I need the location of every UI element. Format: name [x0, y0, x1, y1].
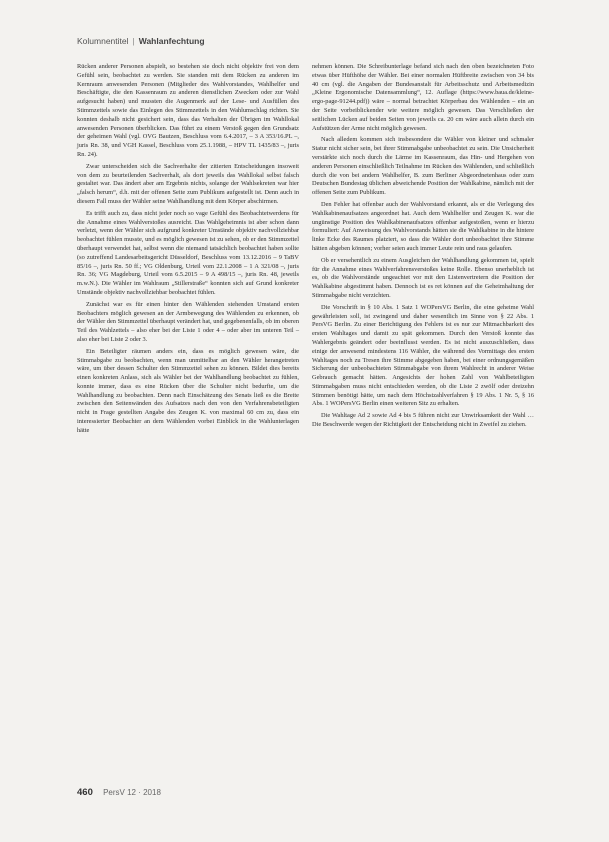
running-head-subsection: Wahlanfechtung — [138, 36, 205, 46]
left-column — [77, 63, 299, 439]
paragraph: Ob er versehentlich zu einem Ausgleichen der Wahlhandlung gekommen ist, spielt für die Annahme eines Wahlverfahrensverstoßes keine Rolle. Ebenso unerheblich ist es, ob die Wahlvorstände ungeachtet vor mit den Listenvertretern die Position der Wahlkabine abgestimmt haben. Dennoch ist es ret können auf die Geheimhaltung der Stimmabgabe nicht verzichten. — [312, 256, 534, 299]
paragraph: Ein Beteiligter räumen anders ein, dass es möglich gewesen wäre, die Stimmabgabe zu beobachten, wenn man unmittelbar an den Wähler herangetreten wäre, um über dessen Schulter den Stimmzettel sehen zu können. Bildet dies bereits einen konkreten Anlass, sich als Wähler bei der Wahlhandlung beobachtet zu fühlen, konnte immer, dass es eine Rücken über die Schulter nicht bedurfte, um die Wahlhandlung zu beobachten. Denn nach Einschätzung des Senats ließ es die Breite zwischen den Seitenwänden des Aufsatzes nach den von den Verfahrensbeteiligten nicht in Frage gestellten Angabe des Zeugen K. von maximal 60 cm zu, dass ein interessierter Beobachter an dem Wählenden vorbei Einblick in die Wahlunterlagen hätte — [77, 347, 299, 434]
page-footer — [77, 787, 161, 798]
paragraph: Die Vorschrift in § 10 Abs. 1 Satz 1 WOPersVG Berlin, die eine geheime Wahl gewährleisten soll, ist zwingend und daher wesentlich im Sinne von § 22 Abs. 1 PersVG Berlin. Zu einer Berichtigung des Fehlers ist es nur zur Mitmachbarkeit des ersten Wahltages und damit zu spät gekommen. Durch den Verstoß konnte das Wahlergebnis geändert oder beeinflusst werden. Es ist nicht auszuschließen, dass einige der anwesend mindestens 116 Wähler, die während des Vormittags des ersten Wahltages noch zu Tresen ihre Stimme abgegeben haben, bei einer ordnungsgemäßen Sicherung der unbeobachteten Stimmabgabe von ihrem Wahlrecht in anderer Weise Gebrauch gemacht hätten. Angesichts der hohen Zahl von Wahlbeteiligten Stimmabgaben muss nicht entschieden werden, ob die Liste 2 zwölf oder dreizehn Stimmen benötigt hätte, um nach dem Höchstzahlverfahren § 19 Abs. 1 Nr. 5, § 16 Abs. 1 WOPersVG Berlin einen weiteren Sitz zu erhalten. — [312, 303, 534, 408]
paragraph: nehmen können. Die Schreibunterlage befand sich nach den oben bezeichneten Foto etwas über Hüfthöhe der Wähler. Bei einer normalen Hüftbreite zwischen von 34 bis 40 cm (vgl. die Angaben der Bundesanstalt für Arbeitsschutz und Arbeitsmedizin „Kleine Ergonomische Datensammlung“, 12. Auflage (https://www.baua.de/kleine-ergo-page-91244.pdf)) wäre – normal betrachtet Körperbau des Wählenden – ein an der Seite vorbeiblickender wie weitere möglich gewesen. Das Verschließen der seitlichen Lücken auf beiden Seiten von jeweils ca. 20 cm wäre auch allein durch ein Aufstützen der Arme nicht möglich gewesen. — [312, 63, 534, 132]
paragraph: Es trifft auch zu, dass nicht jeder noch so vage Gefühl des Beobachtetwerdens für die Annahme eines Wahlverstoßes ausreicht. Das Wahlgeheimnis ist aber schon dann verletzt, wenn der Wähler sich aufgrund konkreter Umstände objektiv nachvollziehbar beobachtet fühlen musste, und es möglich gewesen ist zu sehen, ob er den Stimmzettel überhaupt verwendet hat, selbst wenn die niemand tatsächlich beobachtet haben sollte (so zutreffend Landesarbeitsgericht Düsseldorf, Beschluss vom 13.12.2016 – 9 TaBV 85/16 –, juris Rn. 50 ff.; VG Oldenburg, Urteil vom 22.1.2008 – 1 A 321/08 –, juris Rn. 36; VG Magdeburg, Urteil vom 6.5.2015 – 9 A 498/15 –, juris Rn. 48, jeweils m.w.N.). Die Wähler im Wahlraum „Stillerstraße“ konnten sich auf Grund konkreter Umstände objektiv nachvollziehbar beobachtet fühlen. — [77, 209, 299, 296]
right-column — [312, 63, 534, 433]
paragraph: Die Wahltage Ad 2 sowie Ad 4 bis 5 führen nicht zur Unwirksamkeit der Wahl … Die Beschwerde wegen der Richtigkeit der Entscheidung nicht in Zweifel zu ziehen. — [312, 412, 534, 429]
journal-citation: PersV 12 · 2018 — [103, 788, 161, 797]
running-head-separator: | — [132, 36, 135, 46]
paragraph: Zwar unterscheiden sich die Sachverhalte der zitierten Entscheidungen insoweit von dem zu beurteilenden Sachverhalt, als dort jeweils das Wahllokal selbst falsch gestaltet war. Das ändert aber am Ergebnis nichts, solange der Wahlsekreten war hier „falsch herum“, d.h. mit der offenen Seite zum Publikum aufgestellt ist. Denn auch in diesem Fall muss der Wähler seine Wahlhandlung mit dem Körper abschirmen. — [77, 162, 299, 205]
paragraph: Rücken anderer Personen abspielt, so bestehen sie doch nicht objektiv frei von dem Gefühl sein, beobachtet zu werden. Sie standen mit dem Rücken zu anderen im Kernraum anwesenden Personen (Mitglieder des Wahlvorstandes, Wahlhelfer und Beschäftigte, die den Kassenraum zu anderen dienstlichen Zwecken oder zur Wahl aufgesucht haben) und mussten die Augenmerk auf der Lese- und Ausfüllen des Stimmzettels sowie das Einlegen des Stimmzettels in den Wahlumschlag richten. Sie konnten deshalb nicht gesichert sein, dass das Verhalten der Übrigen im Wahllokal anwesenden Personen überblicken. Das führt zu einem Verstoß gegen den Grundsatz der geheimen Wahl (vgl. OVG Bautzen, Beschluss vom 6.4.2017, – 3 A 353/16.PL –, juris Rn. 38, und VGH Kassel, Beschluss vom 25.1.1988, – HPV TL 1435/83 –, juris Rn. 24). — [77, 63, 299, 158]
paragraph: Nach alledem kommen sich insbesondere die Wähler von kleiner und schmaler Statur nicht sicher sein, bei ihrer Stimmabgabe unbeobachtet zu sein. Die Unsicherheit verstärkte sich noch durch die Lärme im Kassenraum, das Hin- und Hergehen von anderen Personen einschließlich Teilnahme im Rücken des Wählenden, und schließlich durch die von bei andern Wahlhelfer, B. zum Berliner Abgeordnetenhaus oder zum Deutschen Bundestag üblichen abweichende Position der Wahlkabine, nämlich mit der offenen Seite zum Publikum. — [312, 136, 534, 197]
paragraph: Den Fehler hat offenbar auch der Wahlvorstand erkannt, als er die Verlegung des Wahlkabinenaufsatzes angeordnet hat. Auch dem Wahlhelfer und Zeugen K. war die ungünstige Position des Wahlkabinenaufsatzes offenbar aufgestoßen, wenn er hierzu formuliert: Auf Anweisung des Wahlvorstands hätten sie die Wahlkabine in die hintere linke Ecke des Raumes platziert, so dass die Wähler dort unbeobachtet ihre Stimme hätten abgeben können; vorher seien auch immer Leute rein und raus gelaufen. — [312, 200, 534, 252]
page-number: 460 — [77, 787, 93, 798]
running-head — [77, 36, 205, 46]
running-head-section: Kolumnentitel — [77, 36, 129, 46]
paragraph: Zunächst war es für einen hinter den Wählenden stehenden Umstand ersten Beobachters möglich gewesen an der Armbewegung des Wählenden zu erkennen, ob der Wähler den Stimmzettel überhaupt verändert hat, und gegebenenfalls, ob im oberen Teil des Wahlzettels – also eher bei der Liste 1 oder 4 – oder aber im unteren Teil – also eher bei Liste 2 oder 3. — [77, 300, 300, 343]
